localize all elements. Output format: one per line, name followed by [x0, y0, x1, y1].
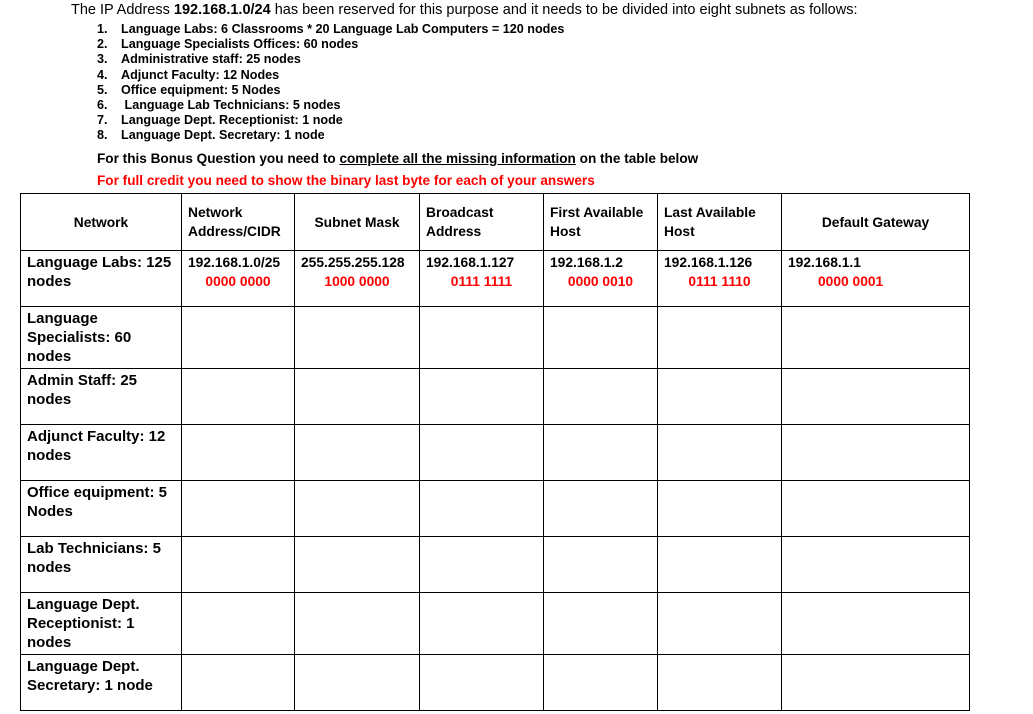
requirement-item	[97, 22, 564, 37]
cell-binary: 0000 0001	[818, 274, 884, 289]
empty-cell[interactable]	[182, 481, 295, 537]
header-first-host: First Available Host	[544, 194, 658, 251]
cell-value: 192.168.1.0/25	[188, 255, 281, 270]
table-row	[21, 655, 970, 711]
header-subnet-mask: Subnet Mask	[295, 194, 420, 251]
empty-cell[interactable]	[658, 593, 782, 655]
empty-cell[interactable]	[420, 425, 544, 481]
table-row	[21, 369, 970, 425]
intro-ip-address: 192.168.1.0/24	[173, 2, 271, 18]
empty-cell[interactable]	[295, 537, 420, 593]
subnet-table	[20, 193, 970, 711]
requirement-item	[97, 52, 564, 67]
table-row	[21, 425, 970, 481]
empty-cell[interactable]	[420, 481, 544, 537]
requirement-text: Administrative staff: 25 nodes	[121, 52, 301, 67]
requirement-text: Office equipment: 5 Nodes	[121, 82, 281, 97]
empty-cell[interactable]	[295, 307, 420, 369]
gateway-cell	[782, 251, 970, 307]
network-address-cell	[182, 251, 295, 307]
empty-cell[interactable]	[420, 655, 544, 711]
header-gateway: Default Gateway	[782, 194, 970, 251]
cell-value: 255.255.255.128	[301, 255, 405, 270]
cell-value: 192.168.1.2	[550, 255, 623, 270]
requirement-item	[97, 83, 564, 98]
requirement-text: Language Dept. Receptionist: 1 node	[121, 113, 343, 128]
table-header-row	[21, 194, 970, 251]
empty-cell[interactable]	[782, 537, 970, 593]
empty-cell[interactable]	[182, 537, 295, 593]
requirement-number: 8.	[97, 128, 108, 143]
credit-note: For full credit you need to show the binary last byte for each of your answers	[97, 173, 595, 188]
requirement-item	[97, 98, 564, 113]
empty-cell[interactable]	[295, 655, 420, 711]
empty-cell[interactable]	[182, 655, 295, 711]
row-label: Language Labs: 125 nodes	[21, 251, 182, 307]
header-broadcast: Broadcast Address	[420, 194, 544, 251]
empty-cell[interactable]	[658, 425, 782, 481]
instruction-underlined: complete all the missing information	[339, 151, 576, 166]
empty-cell[interactable]	[420, 369, 544, 425]
empty-cell[interactable]	[782, 425, 970, 481]
empty-cell[interactable]	[544, 369, 658, 425]
requirement-text: Language Dept. Secretary: 1 node	[121, 128, 325, 143]
header-last-host: Last Available Host	[658, 194, 782, 251]
table-row	[21, 251, 970, 307]
empty-cell[interactable]	[544, 537, 658, 593]
row-label: Language Dept. Secretary: 1 node	[21, 655, 182, 711]
intro-prefix: The IP Address	[71, 2, 174, 18]
subnet-mask-cell	[295, 251, 420, 307]
requirement-number: 2.	[97, 37, 108, 52]
requirements-list	[97, 22, 564, 144]
requirement-text: Language Specialists Offices: 60 nodes	[121, 37, 359, 52]
empty-cell[interactable]	[182, 593, 295, 655]
cell-binary: 0000 0000	[205, 274, 271, 289]
empty-cell[interactable]	[782, 307, 970, 369]
requirement-text: Language Lab Technicians: 5 nodes	[121, 98, 341, 113]
requirement-number: 3.	[97, 52, 108, 67]
requirement-text: Adjunct Faculty: 12 Nodes	[121, 67, 280, 82]
empty-cell[interactable]	[295, 425, 420, 481]
empty-cell[interactable]	[782, 655, 970, 711]
row-label: Language Dept. Receptionist: 1 nodes	[21, 593, 182, 655]
empty-cell[interactable]	[782, 481, 970, 537]
requirement-number: 5.	[97, 82, 108, 97]
table-row	[21, 307, 970, 369]
empty-cell[interactable]	[782, 593, 970, 655]
empty-cell[interactable]	[658, 537, 782, 593]
empty-cell[interactable]	[544, 307, 658, 369]
table-row	[21, 593, 970, 655]
empty-cell[interactable]	[658, 655, 782, 711]
requirement-item	[97, 128, 564, 143]
empty-cell[interactable]	[295, 593, 420, 655]
cell-binary: 0111 1110	[688, 274, 751, 289]
intro-suffix: has been reserved for this purpose and it needs to be divided into eight subnets as follows:	[270, 2, 858, 18]
empty-cell[interactable]	[295, 481, 420, 537]
requirement-number: 6.	[97, 98, 108, 113]
requirement-number: 7.	[97, 113, 108, 128]
empty-cell[interactable]	[295, 369, 420, 425]
empty-cell[interactable]	[658, 481, 782, 537]
empty-cell[interactable]	[544, 481, 658, 537]
intro-text	[71, 2, 857, 18]
requirement-number: 4.	[97, 67, 108, 82]
last-host-cell	[658, 251, 782, 307]
empty-cell[interactable]	[182, 425, 295, 481]
row-label: Language Specialists: 60 nodes	[21, 307, 182, 369]
cell-value: 192.168.1.127	[426, 255, 515, 270]
table-row	[21, 481, 970, 537]
cell-binary: 0000 0010	[567, 274, 634, 289]
requirement-item	[97, 37, 564, 52]
header-network-address: Network Address/CIDR	[182, 194, 295, 251]
cell-value: 192.168.1.126	[664, 255, 753, 270]
bonus-instruction	[97, 151, 698, 166]
cell-value: 192.168.1.1	[788, 255, 861, 270]
requirement-item	[97, 113, 564, 128]
empty-cell[interactable]	[544, 425, 658, 481]
table-row	[21, 537, 970, 593]
requirement-item	[97, 68, 564, 83]
instruction-prefix: For this Bonus Question you need to	[97, 151, 340, 166]
first-host-cell	[544, 251, 658, 307]
empty-cell[interactable]	[420, 593, 544, 655]
empty-cell[interactable]	[182, 369, 295, 425]
empty-cell[interactable]	[658, 369, 782, 425]
empty-cell[interactable]	[782, 369, 970, 425]
instruction-suffix: on the table below	[575, 151, 699, 166]
row-label: Lab Technicians: 5 nodes	[21, 537, 182, 593]
broadcast-cell	[420, 251, 544, 307]
empty-cell[interactable]	[544, 655, 658, 711]
cell-binary: 1000 0000	[324, 274, 390, 289]
cell-binary: 0111 1111	[450, 274, 513, 289]
empty-cell[interactable]	[182, 307, 295, 369]
empty-cell[interactable]	[544, 593, 658, 655]
row-label: Office equipment: 5 Nodes	[21, 481, 182, 537]
requirement-number: 1.	[97, 22, 108, 36]
empty-cell[interactable]	[420, 307, 544, 369]
row-label: Adjunct Faculty: 12 nodes	[21, 425, 182, 481]
row-label: Admin Staff: 25 nodes	[21, 369, 182, 425]
header-network: Network	[21, 194, 182, 251]
empty-cell[interactable]	[420, 537, 544, 593]
requirement-text: Language Labs: 6 Classrooms * 20 Language Lab Computers = 120 nodes	[121, 22, 565, 36]
empty-cell[interactable]	[658, 307, 782, 369]
